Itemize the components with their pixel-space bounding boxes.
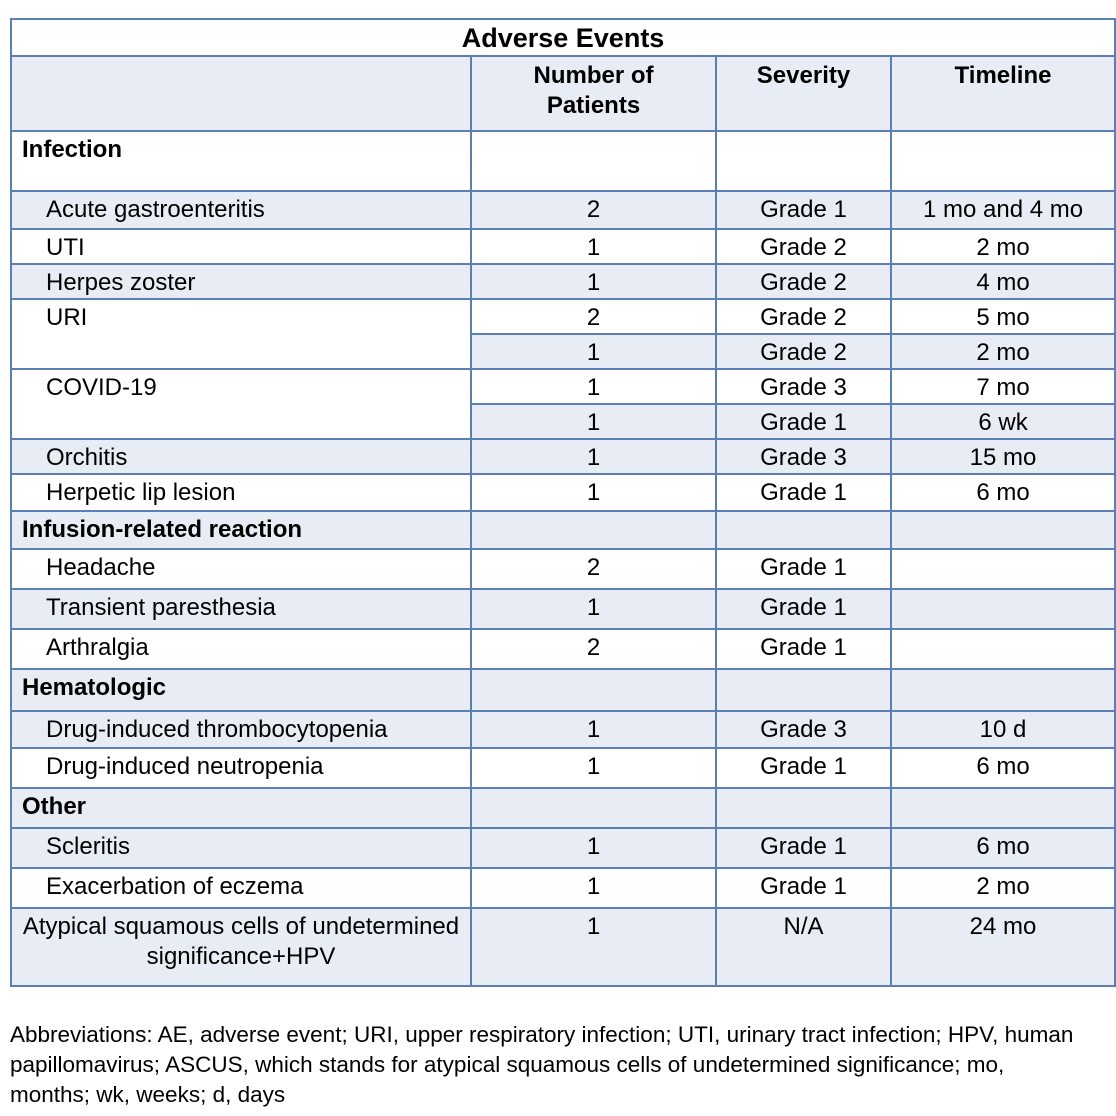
table-row	[11, 629, 1115, 669]
table-title: Adverse Events	[11, 19, 1115, 56]
patients-cell: 1	[471, 439, 716, 474]
patients-cell: 2	[471, 191, 716, 229]
table-row	[11, 589, 1115, 629]
severity-cell: N/A	[716, 908, 891, 986]
header-severity: Severity	[716, 56, 891, 131]
event-cell: Drug-induced neutropenia	[11, 748, 471, 788]
patients-cell: 1	[471, 264, 716, 299]
patients-cell: 2	[471, 629, 716, 669]
severity-cell	[716, 511, 891, 549]
severity-cell: Grade 2	[716, 229, 891, 264]
timeline-cell	[891, 131, 1115, 191]
severity-cell: Grade 1	[716, 191, 891, 229]
table-row	[11, 191, 1115, 229]
severity-cell: Grade 2	[716, 299, 891, 334]
table-row	[11, 264, 1115, 299]
timeline-cell	[891, 669, 1115, 711]
severity-cell	[716, 131, 891, 191]
table-row	[11, 868, 1115, 908]
event-cell: URI	[11, 299, 471, 369]
timeline-cell: 15 mo	[891, 439, 1115, 474]
patients-cell: 1	[471, 474, 716, 511]
category-cell: Other	[11, 788, 471, 828]
table-row	[11, 549, 1115, 589]
event-cell: COVID-19	[11, 369, 471, 439]
table-row	[11, 131, 1115, 191]
patients-cell: 2	[471, 299, 716, 334]
severity-cell	[716, 669, 891, 711]
abbreviations-footnote: Abbreviations: AE, adverse event; URI, upper respiratory infection; UTI, urinary tract infection; HPV, human papillomavirus; ASCUS, which stands for atypical squamous cells of undetermined significance; mo, months; wk, weeks; d, days	[10, 1022, 1074, 1107]
adverse-events-table	[10, 18, 1116, 987]
patients-cell	[471, 511, 716, 549]
patients-cell: 1	[471, 589, 716, 629]
patients-cell: 1	[471, 711, 716, 748]
patients-cell: 1	[471, 748, 716, 788]
severity-cell: Grade 1	[716, 629, 891, 669]
event-cell: Herpetic lip lesion	[11, 474, 471, 511]
severity-cell: Grade 1	[716, 589, 891, 629]
patients-cell: 1	[471, 908, 716, 986]
timeline-cell: 4 mo	[891, 264, 1115, 299]
patients-cell: 1	[471, 828, 716, 868]
patients-cell	[471, 131, 716, 191]
category-cell: Infection	[11, 131, 471, 191]
severity-cell: Grade 1	[716, 404, 891, 439]
table-row	[11, 369, 1115, 404]
table-row	[11, 669, 1115, 711]
timeline-cell	[891, 788, 1115, 828]
severity-cell: Grade 2	[716, 334, 891, 369]
patients-cell: 1	[471, 229, 716, 264]
table-row	[11, 828, 1115, 868]
patients-cell	[471, 669, 716, 711]
table-row	[11, 299, 1115, 334]
event-cell: Orchitis	[11, 439, 471, 474]
header-patients: Number of Patients	[471, 56, 716, 131]
table-body	[11, 131, 1115, 986]
severity-cell: Grade 1	[716, 748, 891, 788]
event-cell: Exacerbation of eczema	[11, 868, 471, 908]
severity-cell: Grade 3	[716, 369, 891, 404]
header-event	[11, 56, 471, 131]
event-cell: Herpes zoster	[11, 264, 471, 299]
timeline-cell: 1 mo and 4 mo	[891, 191, 1115, 229]
category-cell: Hematologic	[11, 669, 471, 711]
severity-cell: Grade 1	[716, 474, 891, 511]
category-cell: Infusion-related reaction	[11, 511, 471, 549]
timeline-cell: 10 d	[891, 711, 1115, 748]
event-cell: Arthralgia	[11, 629, 471, 669]
timeline-cell: 6 mo	[891, 748, 1115, 788]
severity-cell: Grade 2	[716, 264, 891, 299]
table-row	[11, 439, 1115, 474]
severity-cell: Grade 1	[716, 828, 891, 868]
event-cell: Scleritis	[11, 828, 471, 868]
timeline-cell: 2 mo	[891, 334, 1115, 369]
timeline-cell	[891, 589, 1115, 629]
patients-cell: 1	[471, 404, 716, 439]
timeline-cell: 2 mo	[891, 868, 1115, 908]
timeline-cell: 6 mo	[891, 474, 1115, 511]
severity-cell	[716, 788, 891, 828]
event-cell: Drug-induced thrombocytopenia	[11, 711, 471, 748]
timeline-cell	[891, 511, 1115, 549]
table-row	[11, 474, 1115, 511]
table-row	[11, 229, 1115, 264]
patients-cell	[471, 788, 716, 828]
severity-cell: Grade 1	[716, 549, 891, 589]
timeline-cell: 5 mo	[891, 299, 1115, 334]
timeline-cell: 7 mo	[891, 369, 1115, 404]
event-cell: Atypical squamous cells of undetermined significance+HPV	[11, 908, 471, 986]
table-row	[11, 788, 1115, 828]
patients-cell: 1	[471, 369, 716, 404]
timeline-cell: 6 wk	[891, 404, 1115, 439]
patients-cell: 1	[471, 334, 716, 369]
severity-cell: Grade 1	[716, 868, 891, 908]
table-row	[11, 748, 1115, 788]
severity-cell: Grade 3	[716, 711, 891, 748]
timeline-cell	[891, 549, 1115, 589]
timeline-cell	[891, 629, 1115, 669]
table-row	[11, 511, 1115, 549]
event-cell: Headache	[11, 549, 471, 589]
event-cell: UTI	[11, 229, 471, 264]
timeline-cell: 6 mo	[891, 828, 1115, 868]
event-cell: Transient paresthesia	[11, 589, 471, 629]
patients-cell: 1	[471, 868, 716, 908]
timeline-cell: 2 mo	[891, 229, 1115, 264]
table-row	[11, 711, 1115, 748]
header-timeline: Timeline	[891, 56, 1115, 131]
event-cell: Acute gastroenteritis	[11, 191, 471, 229]
table-row	[11, 908, 1115, 986]
severity-cell: Grade 3	[716, 439, 891, 474]
timeline-cell: 24 mo	[891, 908, 1115, 986]
patients-cell: 2	[471, 549, 716, 589]
